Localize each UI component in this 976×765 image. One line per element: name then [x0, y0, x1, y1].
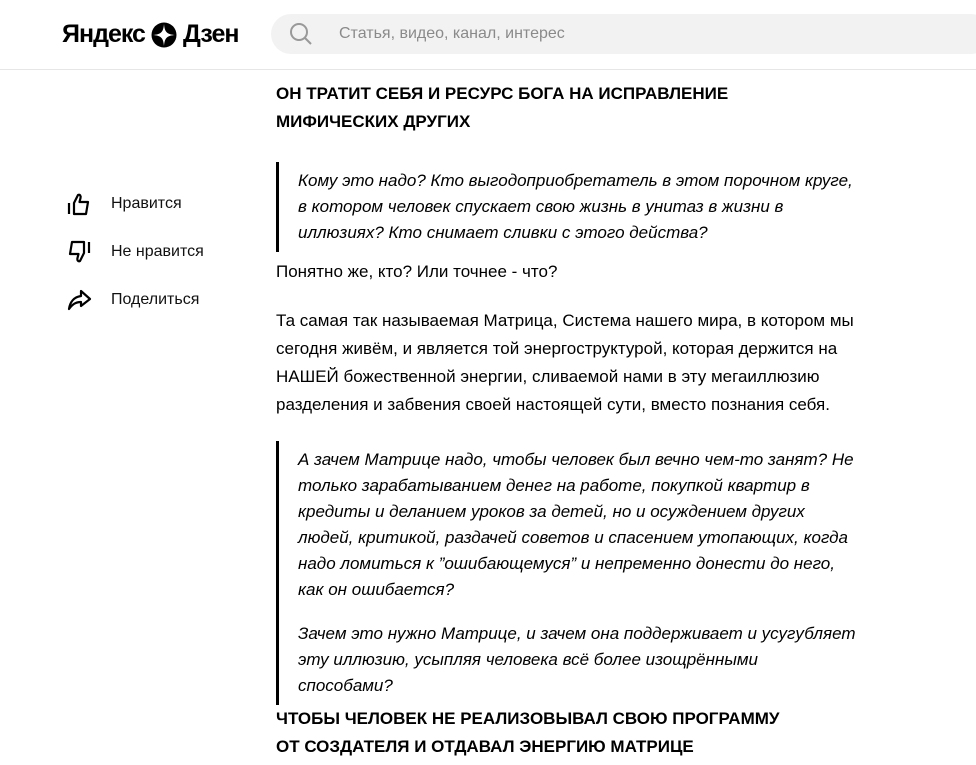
dislike-label: Не нравится [111, 243, 204, 260]
share-button[interactable] [66, 276, 204, 324]
like-button[interactable] [66, 180, 204, 228]
share-icon [66, 287, 92, 313]
thumb-down-icon [66, 239, 92, 265]
share-label: Поделиться [111, 291, 200, 308]
quote-text: Зачем это нужно Матрице, и зачем она поддерживает и усугубляет эту иллюзию, усыпляя человека всё более изощрёнными способами? [298, 624, 856, 695]
paragraph: Понятно же, кто? Или точнее - что? [276, 262, 558, 281]
search-bar[interactable] [271, 14, 976, 54]
search-icon [289, 22, 313, 46]
zen-star-icon [151, 22, 177, 48]
logo-text-left: Яндекс [62, 20, 145, 48]
quote-text: Кому это надо? Кто выгодоприобретатель в этом порочном круге, в котором человек спускает свою жизнь в унитаз в жизни в иллюзиях? Кто снимает сливки с этого действа? [298, 171, 853, 242]
blockquote [276, 441, 856, 705]
header [0, 0, 976, 70]
quote-text: А зачем Матрице надо, чтобы человек был вечно чем-то занят? Не только зарабатыванием денег на работе, покупкой квартир в кредиты и деланием уроков за детей, но и осуждением других людей, критикой, раздачей советов и спасением утопающих, когда надо ломиться к ”ошибающемуся” и непременно донести до него, как он ошибается? [298, 450, 854, 599]
logo-text-right: Дзен [182, 20, 239, 48]
reactions-sidebar [66, 180, 204, 324]
blockquote [276, 162, 856, 252]
search-input[interactable] [337, 24, 841, 44]
like-label: Нравится [111, 195, 182, 212]
section-heading: ЧТОБЫ ЧЕЛОВЕК НЕ РЕАЛИЗОВЫВАЛ СВОЮ ПРОГРАММУ ОТ СОЗДАТЕЛЯ И ОТДАВАЛ ЭНЕРГИЮ МАТРИЦЕ [276, 709, 780, 756]
section-heading: ОН ТРАТИТ СЕБЯ И РЕСУРС БОГА НА ИСПРАВЛЕНИЕ МИФИЧЕСКИХ ДРУГИХ [276, 84, 729, 131]
paragraph: Та самая так называемая Матрица, Система нашего мира, в котором мы сегодня живём, и является той энергоструктурой, которая держится на НАШЕЙ божественной энергии, сливаемой нами в эту мегаиллюзию разделения и забвения своей настоящей сути, вместо познания себя. [276, 311, 854, 414]
dislike-button[interactable] [66, 228, 204, 276]
thumb-up-icon [66, 191, 92, 217]
logo[interactable] [62, 20, 238, 49]
article-body [276, 80, 856, 761]
